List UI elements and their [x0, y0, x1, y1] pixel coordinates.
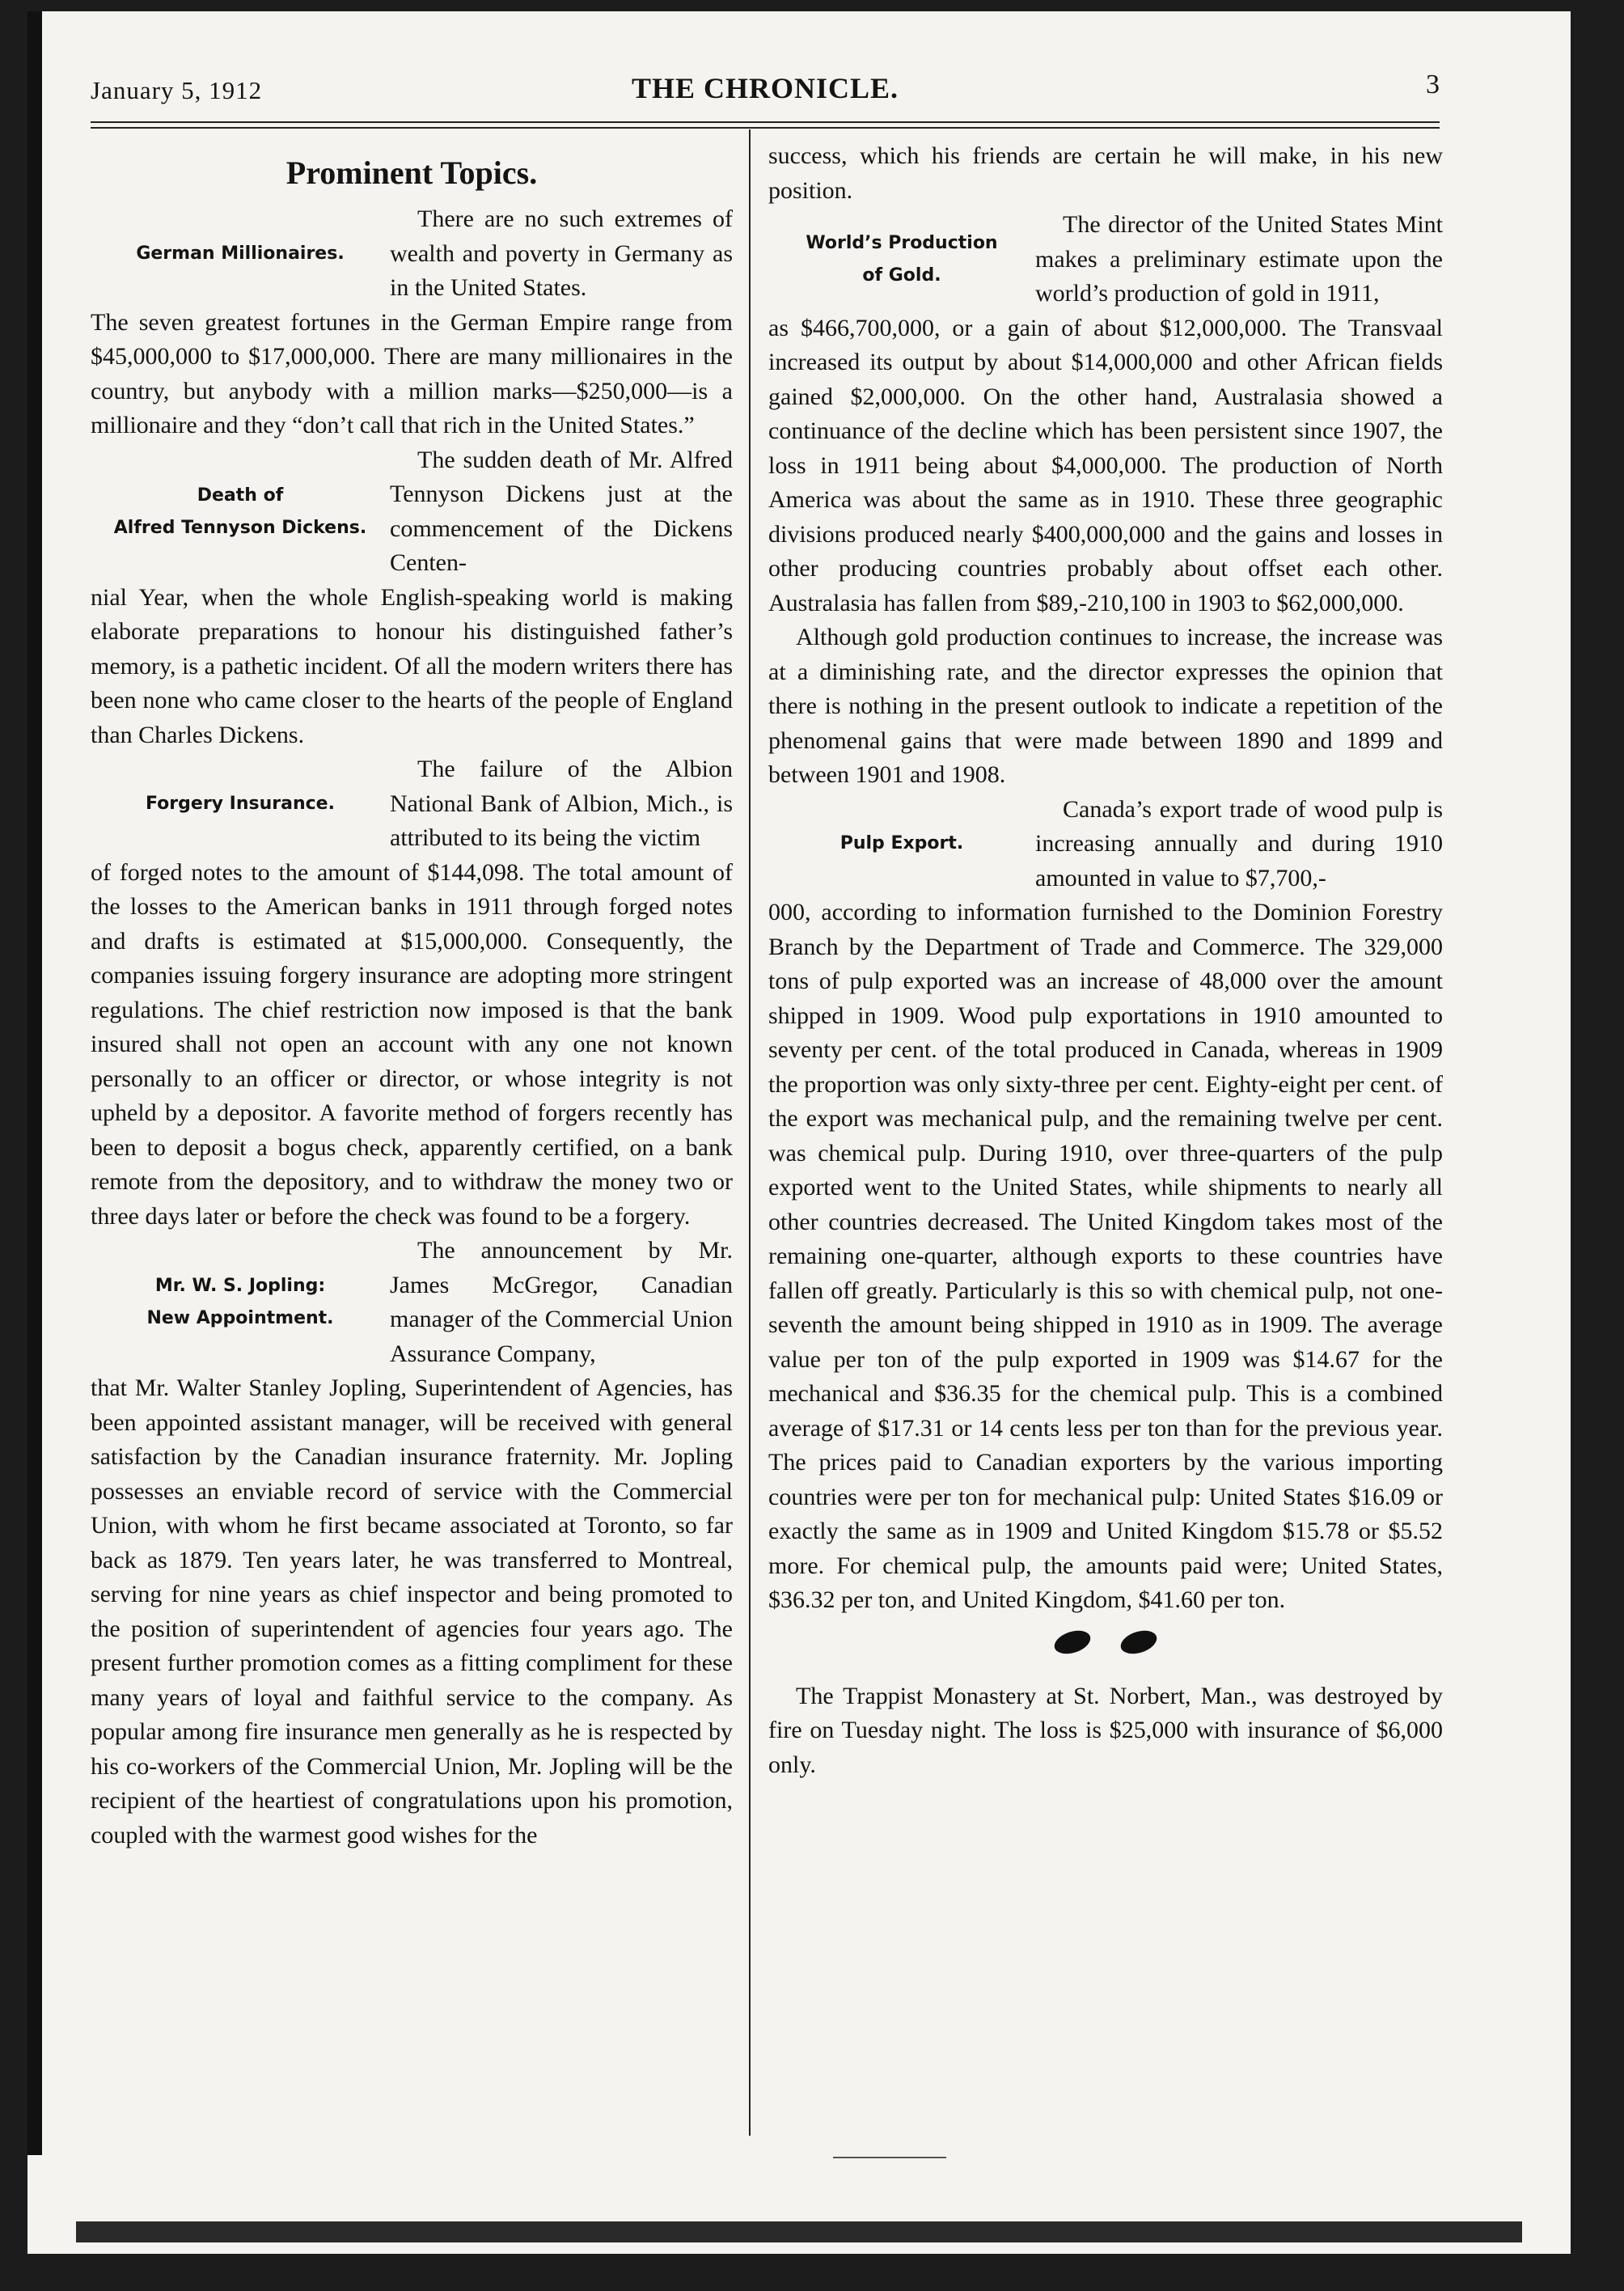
topic-lead: There are no such extremes of wealth and poverty in Germany as in the United States. — [390, 205, 733, 301]
topic-lead: The director of the United States Mint makes a preliminary estimate upon the world’s production of gold in 1911, — [1035, 211, 1443, 307]
continued-paragraph: success, which his friends are certain he will make, in his new position. — [768, 142, 1443, 204]
side-heading-forgery: Forgery Insurance. — [146, 793, 335, 814]
page-header — [91, 65, 1440, 113]
side-heading-line: Alfred Tennyson Dickens. — [113, 517, 367, 538]
paragraph: 000, according to information furnished to the Dominion Forestry Branch by the Department of Trade and Commerce. The 329,000 tons of pulp exported was an increase of 48,000 over the amount shipped in 1909. Wood pulp exportations in 1910 amounted to seventy per cent. of the total produced in Canada, whereas in 1909 the proportion was only sixty-three per cent. Eighty-eight per cent. of the export was mechanical pulp, and the remaining twelve per cent. was chemical pulp. During 1910, over three-quarters of the pulp exported went to the United States, while shipments to nearly all other countries decreased. The United Kingdom takes most of the remaining one-quarter, although exports to these countries have fallen off greatly. Particularly is this so with chemical pulp, not one-seventh the amount being shipped in 1910 as in 1909. The average value per ton of the pulp exported in 1909 was $14.67 for the mechanical and $36.35 for the chemical pulp. This is a combined average of $17.31 or 14 cents less per ton than for the previous year. The prices paid to Canadian exporters by the various importing countries were per ton for mechanical pulp: United States $16.09 or exactly the same as in 1909 and United Kingdom $15.78 or $5.52 more. For chemical pulp, the amounts paid were; United States, $36.32 per ton, and United Kingdom, $41.60 per ton. — [768, 899, 1443, 1613]
paragraph: The seven greatest fortunes in the German Empire range from $45,000,000 to $17,000,000. There are many millionaires in the country, but anybody with a million marks—$250,000—is a millionaire and they “don’t call that rich in the United States.” — [91, 308, 733, 438]
binding-edge — [27, 11, 42, 2155]
topic-lead: Canada’s export trade of wood pulp is increasing annually and during 1910 amounted in value to $7,700,- — [1035, 795, 1443, 891]
topic-gold-production — [768, 208, 1443, 311]
header-rule — [91, 121, 1440, 129]
side-heading-dickens — [91, 480, 390, 544]
topic-lead: The sudden death of Mr. Alfred Tennyson Dickens just at the commencement of the Dickens Centen- — [390, 446, 733, 576]
column-divider — [749, 129, 751, 2136]
topic-lead: The announcement by Mr. James McGregor, Canadian manager of the Commercial Union Assurance Company, — [390, 1237, 733, 1367]
publication-title: THE CHRONICLE. — [631, 72, 899, 104]
topic-jopling — [91, 1234, 733, 1371]
side-heading-line: Mr. W. S. Jopling: — [154, 1276, 326, 1296]
paragraph: that Mr. Walter Stanley Jopling, Superintendent of Agencies, has been appointed assistant manager, will be received with general satisfaction by the Canadian insurance fraternity. Mr. Jopling possesses an enviable record of service with the Commercial Union, with whom he first became associated at Toronto, so far back as 1879. Ten years later, he was transferred to Montreal, serving for nine years as chief inspector and being promoted to the position of superintendent of agencies four years ago. The present further promotion comes as a fitting compliment for these many years of loyal and faithful service to the company. As popular among fire insurance men generally as he is respected by his co-workers of the Commercial Union, Mr. Jopling will be the recipient of the heartiest of congratulations upon his promotion, coupled with the warmest good wishes for the — [91, 1374, 733, 1848]
side-heading-pulp: Pulp Export. — [839, 833, 964, 854]
paragraph: The Trappist Monastery at St. Norbert, Man., was destroyed by fire on Tuesday night. The loss is $25,000 with insurance of $6,000 only. — [768, 1682, 1443, 1778]
left-column — [91, 139, 733, 1853]
right-column — [768, 139, 1443, 1782]
page-bottom-edge — [76, 2221, 1522, 2242]
side-heading-gold — [768, 227, 1035, 292]
page-number: 3 — [1426, 70, 1440, 100]
paragraph: of forged notes to the amount of $144,098. The total amount of the losses to the American banks in 1911 through forged notes and drafts is estimated at $15,000,000. Consequently, the companies issuing forgery insurance are adopting more stringent regulations. The chief restriction now imposed is that the bank insured shall not open an account with any one not known personally to an officer or director, or whose integrity is not upheld by a depositor. A favorite method of forgers recently has been to deposit a bogus check, apparently certified, on a bank remote from the depository, and to withdraw the money two or three days later or before the check was found to be a forgery. — [91, 858, 733, 1230]
side-heading-jopling — [91, 1270, 390, 1335]
section-ornament — [768, 1629, 1443, 1662]
side-heading-line: World’s Production — [806, 232, 998, 253]
paragraph: nial Year, when the whole English-speaking world is making elaborate preparations to honour his distinguished father’s memory, is a pathetic incident. Of all the modern writers there has been none who came closer to the hearts of the people of England than Charles Dickens. — [91, 583, 733, 748]
paragraph: Although gold production continues to increase, the increase was at a diminishing rate, and the director expresses the opinion that there is nothing in the present outlook to indicate a repetition of the phenomenal gains that were made between 1890 and 1899 and between 1901 and 1908. — [768, 624, 1443, 788]
topic-lead: The failure of the Albion National Bank of Albion, Mich., is attributed to its being the victim — [390, 756, 733, 851]
side-heading-line: Death of — [197, 485, 284, 506]
side-heading-german: German Millionaires. — [136, 243, 345, 264]
topic-german-millionaires — [91, 202, 733, 306]
ornament-leaf-icon — [1118, 1626, 1160, 1658]
end-rule — [833, 2157, 946, 2158]
ornament-leaf-icon — [1051, 1626, 1093, 1658]
issue-date: January 5, 1912 — [91, 76, 263, 104]
topic-pulp-export — [768, 793, 1443, 896]
topic-forgery-insurance — [91, 752, 733, 856]
paragraph: as $466,700,000, or a gain of about $12,000,000. The Transvaal increased its output by about $14,000,000 and other African fields gained $2,000,000. On the other hand, Australasia showed a continuance of the decline which has been persistent since 1907, the loss in 1911 being about $4,000,000. The production of North America was about the same as in 1910. These three geographic divisions produced nearly $400,000,000 and the gains and losses in other producing countries probably about offset each other. Australasia has fallen from $89,-210,100 in 1903 to $62,000,000. — [768, 314, 1443, 616]
side-heading-line: New Appointment. — [146, 1308, 334, 1328]
side-heading-line: of Gold. — [862, 265, 941, 286]
topic-dickens — [91, 443, 733, 581]
section-heading: Prominent Topics. — [285, 155, 538, 191]
